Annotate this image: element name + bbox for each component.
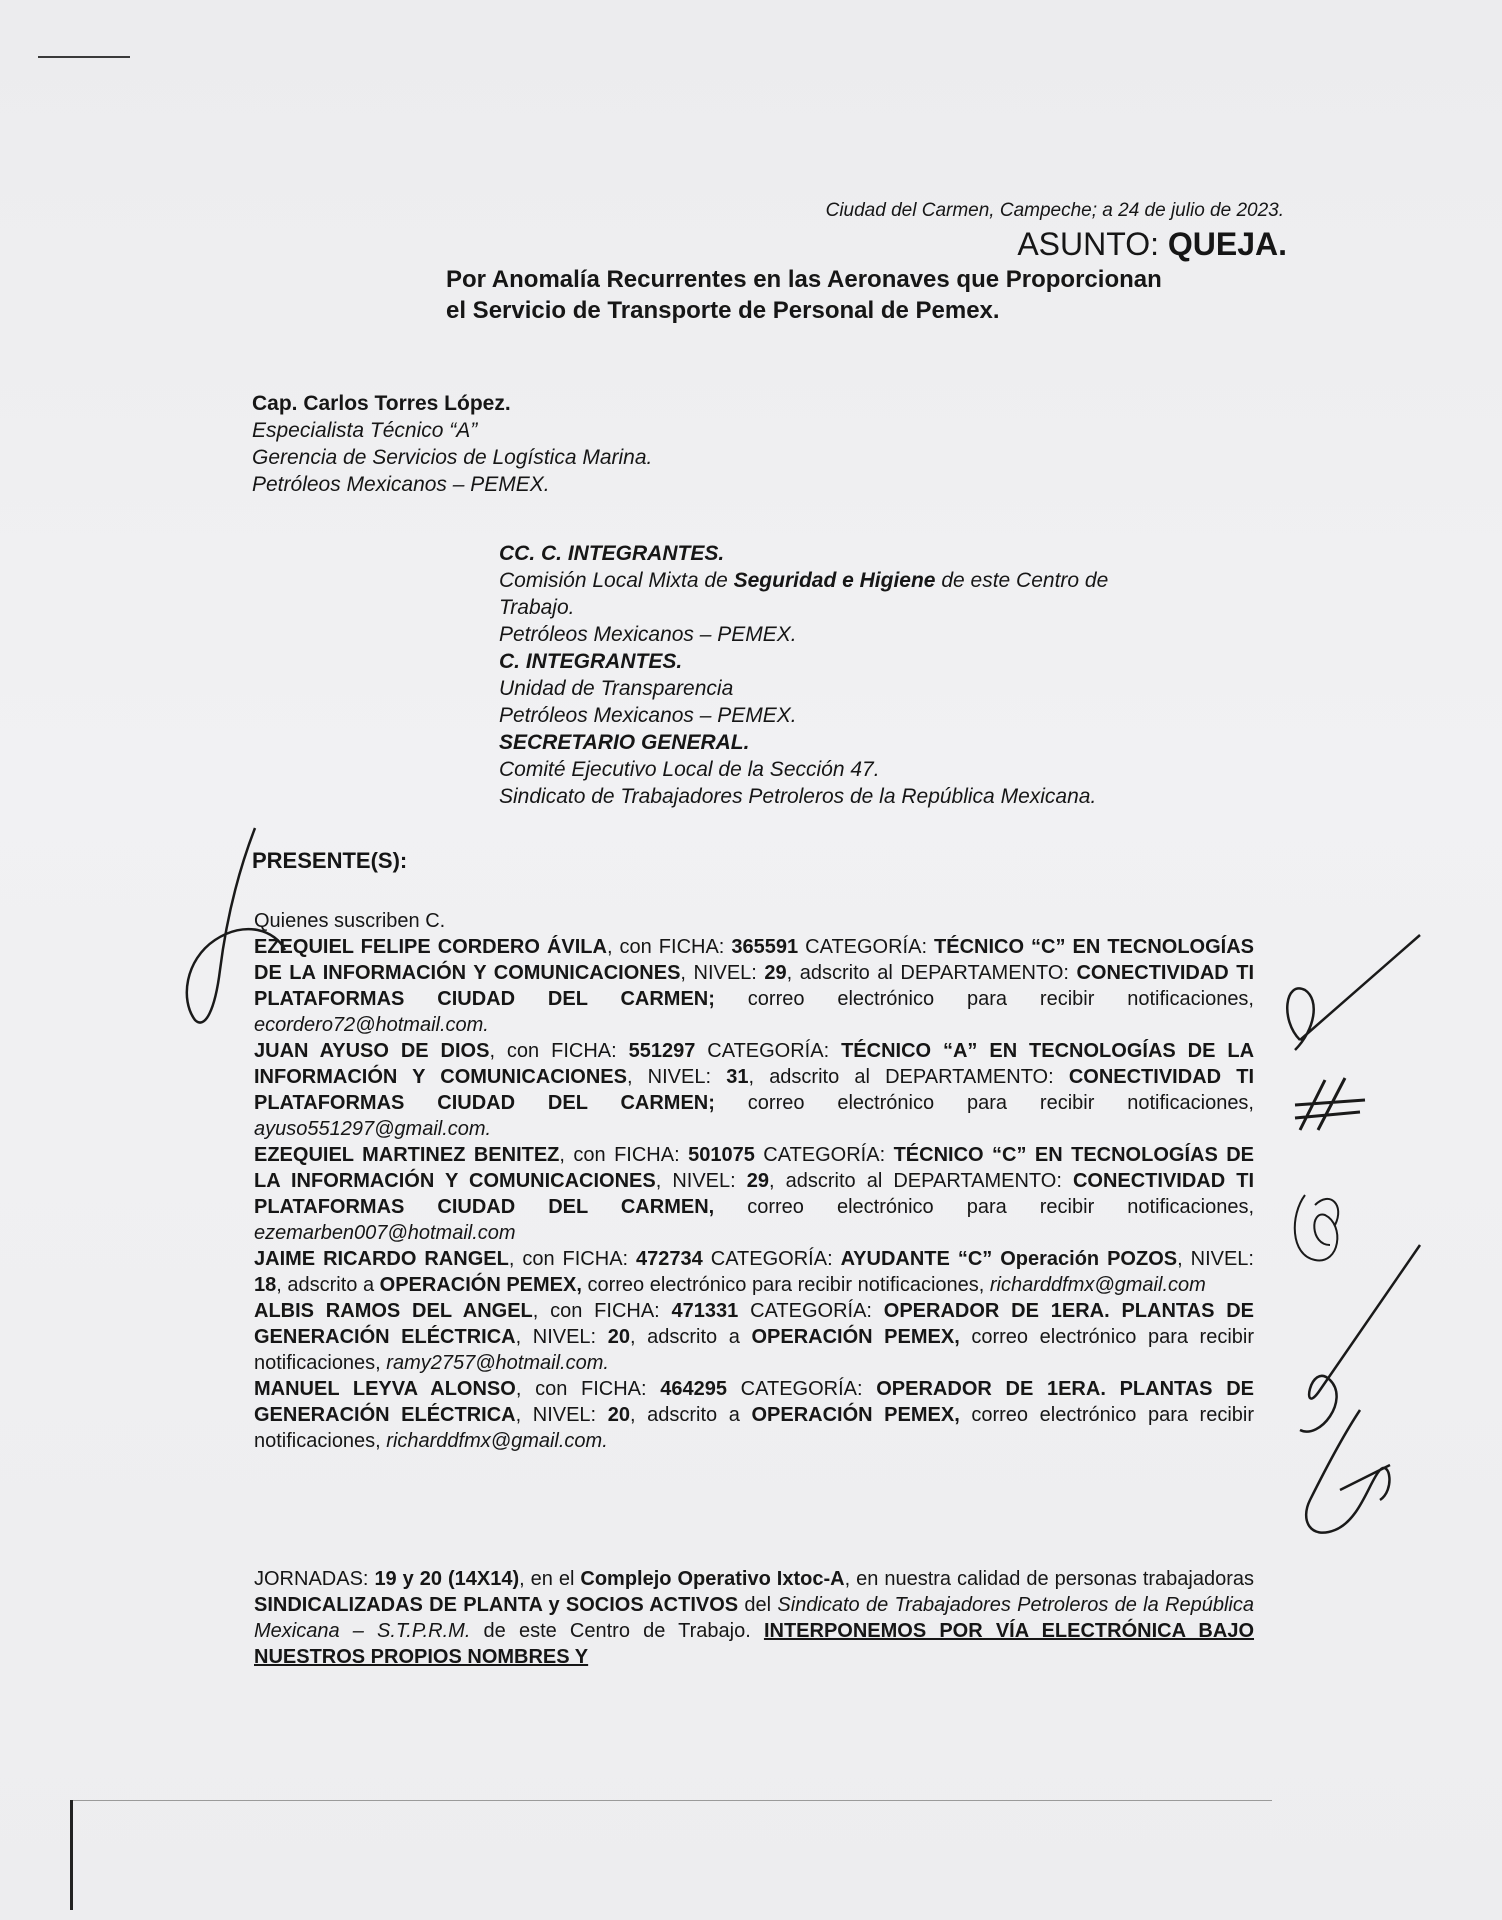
correo-label: correo electrónico para recibir notificaciones, [581, 1274, 990, 1296]
worker-email: ramy2757@hotmail.com. [386, 1352, 609, 1374]
ficha-label: , con FICHA: [606, 936, 732, 958]
worker-email: ezemarben007@hotmail.com [254, 1222, 516, 1244]
closing-g: del [738, 1594, 778, 1616]
cc-block [499, 540, 1259, 810]
worker-email: ayuso551297@gmail.com. [254, 1118, 492, 1140]
worker-name: EZEQUIEL FELIPE CORDERO ÁVILA [254, 936, 607, 958]
ficha-label: , con FICHA: [515, 1378, 661, 1400]
cc-line-1c: de este Centro de [935, 569, 1109, 592]
asunto-value: QUEJA. [1167, 226, 1287, 262]
correo-label: correo electrónico para recibir notificaciones, [714, 1092, 1254, 1114]
categoria-label: CATEGORÍA: [702, 1248, 841, 1270]
closing-a: JORNADAS: [254, 1568, 375, 1590]
cc-heading-1: CC. C. INTEGRANTES. [499, 542, 725, 565]
nivel-label: , NIVEL: [1177, 1248, 1254, 1270]
closing-h: Sindicato de Trabajadores Petroleros de la República Mexicana – S.T.P.R.M. [254, 1594, 1254, 1642]
adscrito-prefix: adscrito a [647, 1404, 752, 1426]
ficha-label: , con FICHA: [489, 1040, 629, 1062]
worker-nivel: 29 [764, 962, 787, 984]
worker-categoria: OPERADOR DE 1ERA. PLANTAS DE GENERACIÓN ELÉCTRICA [254, 1300, 1255, 1348]
worker-categoria: OPERADOR DE 1ERA. PLANTAS DE GENERACIÓN ELÉCTRICA [254, 1378, 1254, 1426]
worker-name: ALBIS RAMOS DEL ANGEL [254, 1300, 533, 1322]
worker-ficha: 464295 [660, 1378, 727, 1400]
categoria-label: CATEGORÍA: [727, 1378, 877, 1400]
worker-nivel: 20 [607, 1404, 630, 1426]
closing-e: , en nuestra calidad de personas trabajadoras [844, 1568, 1254, 1590]
cc-line-6: Comité Ejecutivo Local de la Sección 47. [499, 758, 880, 781]
subject-line-1: Por Anomalía Recurrentes en las Aeronaves que Proporcionan [446, 266, 1162, 293]
correo-label: correo electrónico para recibir notificaciones, [254, 1404, 1255, 1452]
worker-categoria: AYUDANTE “C” Operación POZOS [840, 1248, 1178, 1270]
correo-label: correo electrónico para recibir notificaciones, [714, 988, 1254, 1010]
cc-line-5: Petróleos Mexicanos – PEMEX. [499, 704, 797, 727]
nivel-label: , NIVEL: [515, 1326, 608, 1348]
worker-entry [254, 1038, 1254, 1142]
categoria-label: CATEGORÍA: [738, 1300, 884, 1322]
worker-name: EZEQUIEL MARTINEZ BENITEZ [254, 1144, 560, 1166]
date-line: Ciudad del Carmen, Campeche; a 24 de julio de 2023. [825, 200, 1284, 221]
recipient-department: Gerencia de Servicios de Logística Marina. [252, 446, 653, 469]
categoria-label: CATEGORÍA: [695, 1040, 842, 1062]
worker-email: richarddfmx@gmail.com. [386, 1430, 608, 1452]
subject-line-2: el Servicio de Transporte de Personal de Pemex. [446, 297, 1000, 324]
nivel-label: , NIVEL: [515, 1404, 608, 1426]
cc-line-1 [499, 567, 1259, 594]
cc-line-3: Petróleos Mexicanos – PEMEX. [499, 623, 797, 646]
worker-nivel: 20 [607, 1326, 630, 1348]
subject [446, 264, 1286, 326]
cc-line-2: Trabajo. [499, 596, 575, 619]
worker-ficha: 472734 [636, 1248, 703, 1270]
top-rule [38, 56, 130, 58]
worker-nivel: 31 [726, 1066, 749, 1088]
categoria-label: CATEGORÍA: [754, 1144, 894, 1166]
worker-nivel: 18 [254, 1274, 277, 1296]
closing-j: INTERPONEMOS POR VÍA ELECTRÓNICA BAJO NUESTROS PROPIOS NOMBRES Y [254, 1620, 1255, 1668]
worker-ficha: 365591 [731, 936, 799, 958]
worker-adscrito: CONECTIVIDAD TI PLATAFORMAS CIUDAD DEL CARMEN; [254, 962, 1255, 1010]
worker-name: MANUEL LEYVA ALONSO [254, 1378, 516, 1400]
closing-d: Complejo Operativo Ixtoc-A [580, 1568, 845, 1590]
comma: , [769, 1170, 786, 1192]
recipient-name: Cap. Carlos Torres López. [252, 392, 511, 415]
ficha-label: , con FICHA: [532, 1300, 672, 1322]
worker-entry [254, 1142, 1254, 1246]
ficha-label: , con FICHA: [508, 1248, 637, 1270]
comma: , [629, 1326, 648, 1348]
worker-email: ecordero72@hotmail.com. [254, 1014, 489, 1036]
adscrito-prefix: adscrito a [287, 1274, 380, 1296]
cc-line-1a: Comisión Local Mixta de [499, 569, 734, 592]
adscrito-prefix: adscrito al DEPARTAMENTO: [785, 1170, 1073, 1192]
closing-paragraph [254, 1566, 1254, 1670]
worker-ficha: 501075 [688, 1144, 755, 1166]
asunto-line [1017, 226, 1287, 263]
signature-4 [1280, 1240, 1430, 1550]
ficha-label: , con FICHA: [559, 1144, 689, 1166]
nivel-label: , NIVEL: [655, 1170, 747, 1192]
presente-heading: PRESENTE(S): [252, 848, 408, 873]
closing-c: , en el [519, 1568, 581, 1590]
adscrito-prefix: adscrito a [647, 1326, 752, 1348]
worker-adscrito: CONECTIVIDAD TI PLATAFORMAS CIUDAD DEL CARMEN; [254, 1066, 1254, 1114]
intro-line: Quienes suscriben C. [254, 910, 446, 932]
comma: , [748, 1066, 770, 1088]
nivel-label: , NIVEL: [626, 1066, 727, 1088]
categoria-label: CATEGORÍA: [798, 936, 935, 958]
worker-entry [254, 1376, 1254, 1454]
worker-email: richarddfmx@gmail.com [989, 1274, 1206, 1296]
signature-left [175, 820, 295, 1040]
bottom-rule [72, 1800, 1272, 1801]
nivel-label: , NIVEL: [680, 962, 765, 984]
workers-list [254, 934, 1254, 1454]
asunto-label: ASUNTO: [1017, 226, 1168, 262]
worker-categoria: TÉCNICO “A” EN TECNOLOGÍAS DE LA INFORMACIÓN Y COMUNICACIONES [254, 1040, 1255, 1088]
worker-name: JUAN AYUSO DE DIOS [254, 1040, 490, 1062]
left-edge-rule [70, 1800, 73, 1910]
adscrito-prefix: adscrito al DEPARTAMENTO: [769, 1066, 1069, 1088]
recipient-block [252, 390, 652, 498]
workers-block [254, 908, 1254, 1454]
comma: , [629, 1404, 648, 1426]
worker-name: JAIME RICARDO RANGEL [254, 1248, 509, 1270]
cc-line-1b: Seguridad e Higiene [733, 569, 936, 592]
adscrito-prefix: adscrito al DEPARTAMENTO: [799, 962, 1077, 984]
signature-1 [1270, 930, 1430, 1060]
closing-f: SINDICALIZADAS DE PLANTA y SOCIOS ACTIVOS [254, 1594, 739, 1616]
closing-i: de este Centro de Trabajo. [470, 1620, 764, 1642]
signature-2 [1290, 1070, 1370, 1140]
worker-ficha: 551297 [628, 1040, 696, 1062]
closing-b: 19 y 20 (14X14) [374, 1568, 520, 1590]
worker-entry [254, 934, 1254, 1038]
comma: , [786, 962, 800, 984]
cc-heading-3: SECRETARIO GENERAL. [499, 731, 750, 754]
cc-heading-2: C. INTEGRANTES. [499, 650, 683, 673]
worker-nivel: 29 [746, 1170, 769, 1192]
worker-entry [254, 1298, 1254, 1376]
worker-entry [254, 1246, 1254, 1298]
worker-categoria: TÉCNICO “C” EN TECNOLOGÍAS DE LA INFORMACIÓN Y COMUNICACIONES [254, 936, 1254, 984]
recipient-role: Especialista Técnico “A” [252, 419, 478, 442]
recipient-company: Petróleos Mexicanos – PEMEX. [252, 473, 550, 496]
worker-adscrito: CONECTIVIDAD TI PLATAFORMAS CIUDAD DEL CARMEN, [254, 1170, 1255, 1218]
cc-line-7: Sindicato de Trabajadores Petroleros de la República Mexicana. [499, 785, 1097, 808]
worker-adscrito: OPERACIÓN PEMEX, [751, 1326, 960, 1348]
cc-line-4: Unidad de Transparencia [499, 677, 734, 700]
worker-categoria: TÉCNICO “C” EN TECNOLOGÍAS DE LA INFORMACIÓN Y COMUNICACIONES [254, 1144, 1255, 1192]
correo-label: correo electrónico para recibir notificaciones, [254, 1326, 1255, 1374]
worker-adscrito: OPERACIÓN PEMEX, [751, 1404, 960, 1426]
worker-ficha: 471331 [671, 1300, 739, 1322]
worker-adscrito: OPERACIÓN PEMEX, [379, 1274, 582, 1296]
correo-label: correo electrónico para recibir notificaciones, [714, 1196, 1254, 1218]
comma: , [276, 1274, 288, 1296]
